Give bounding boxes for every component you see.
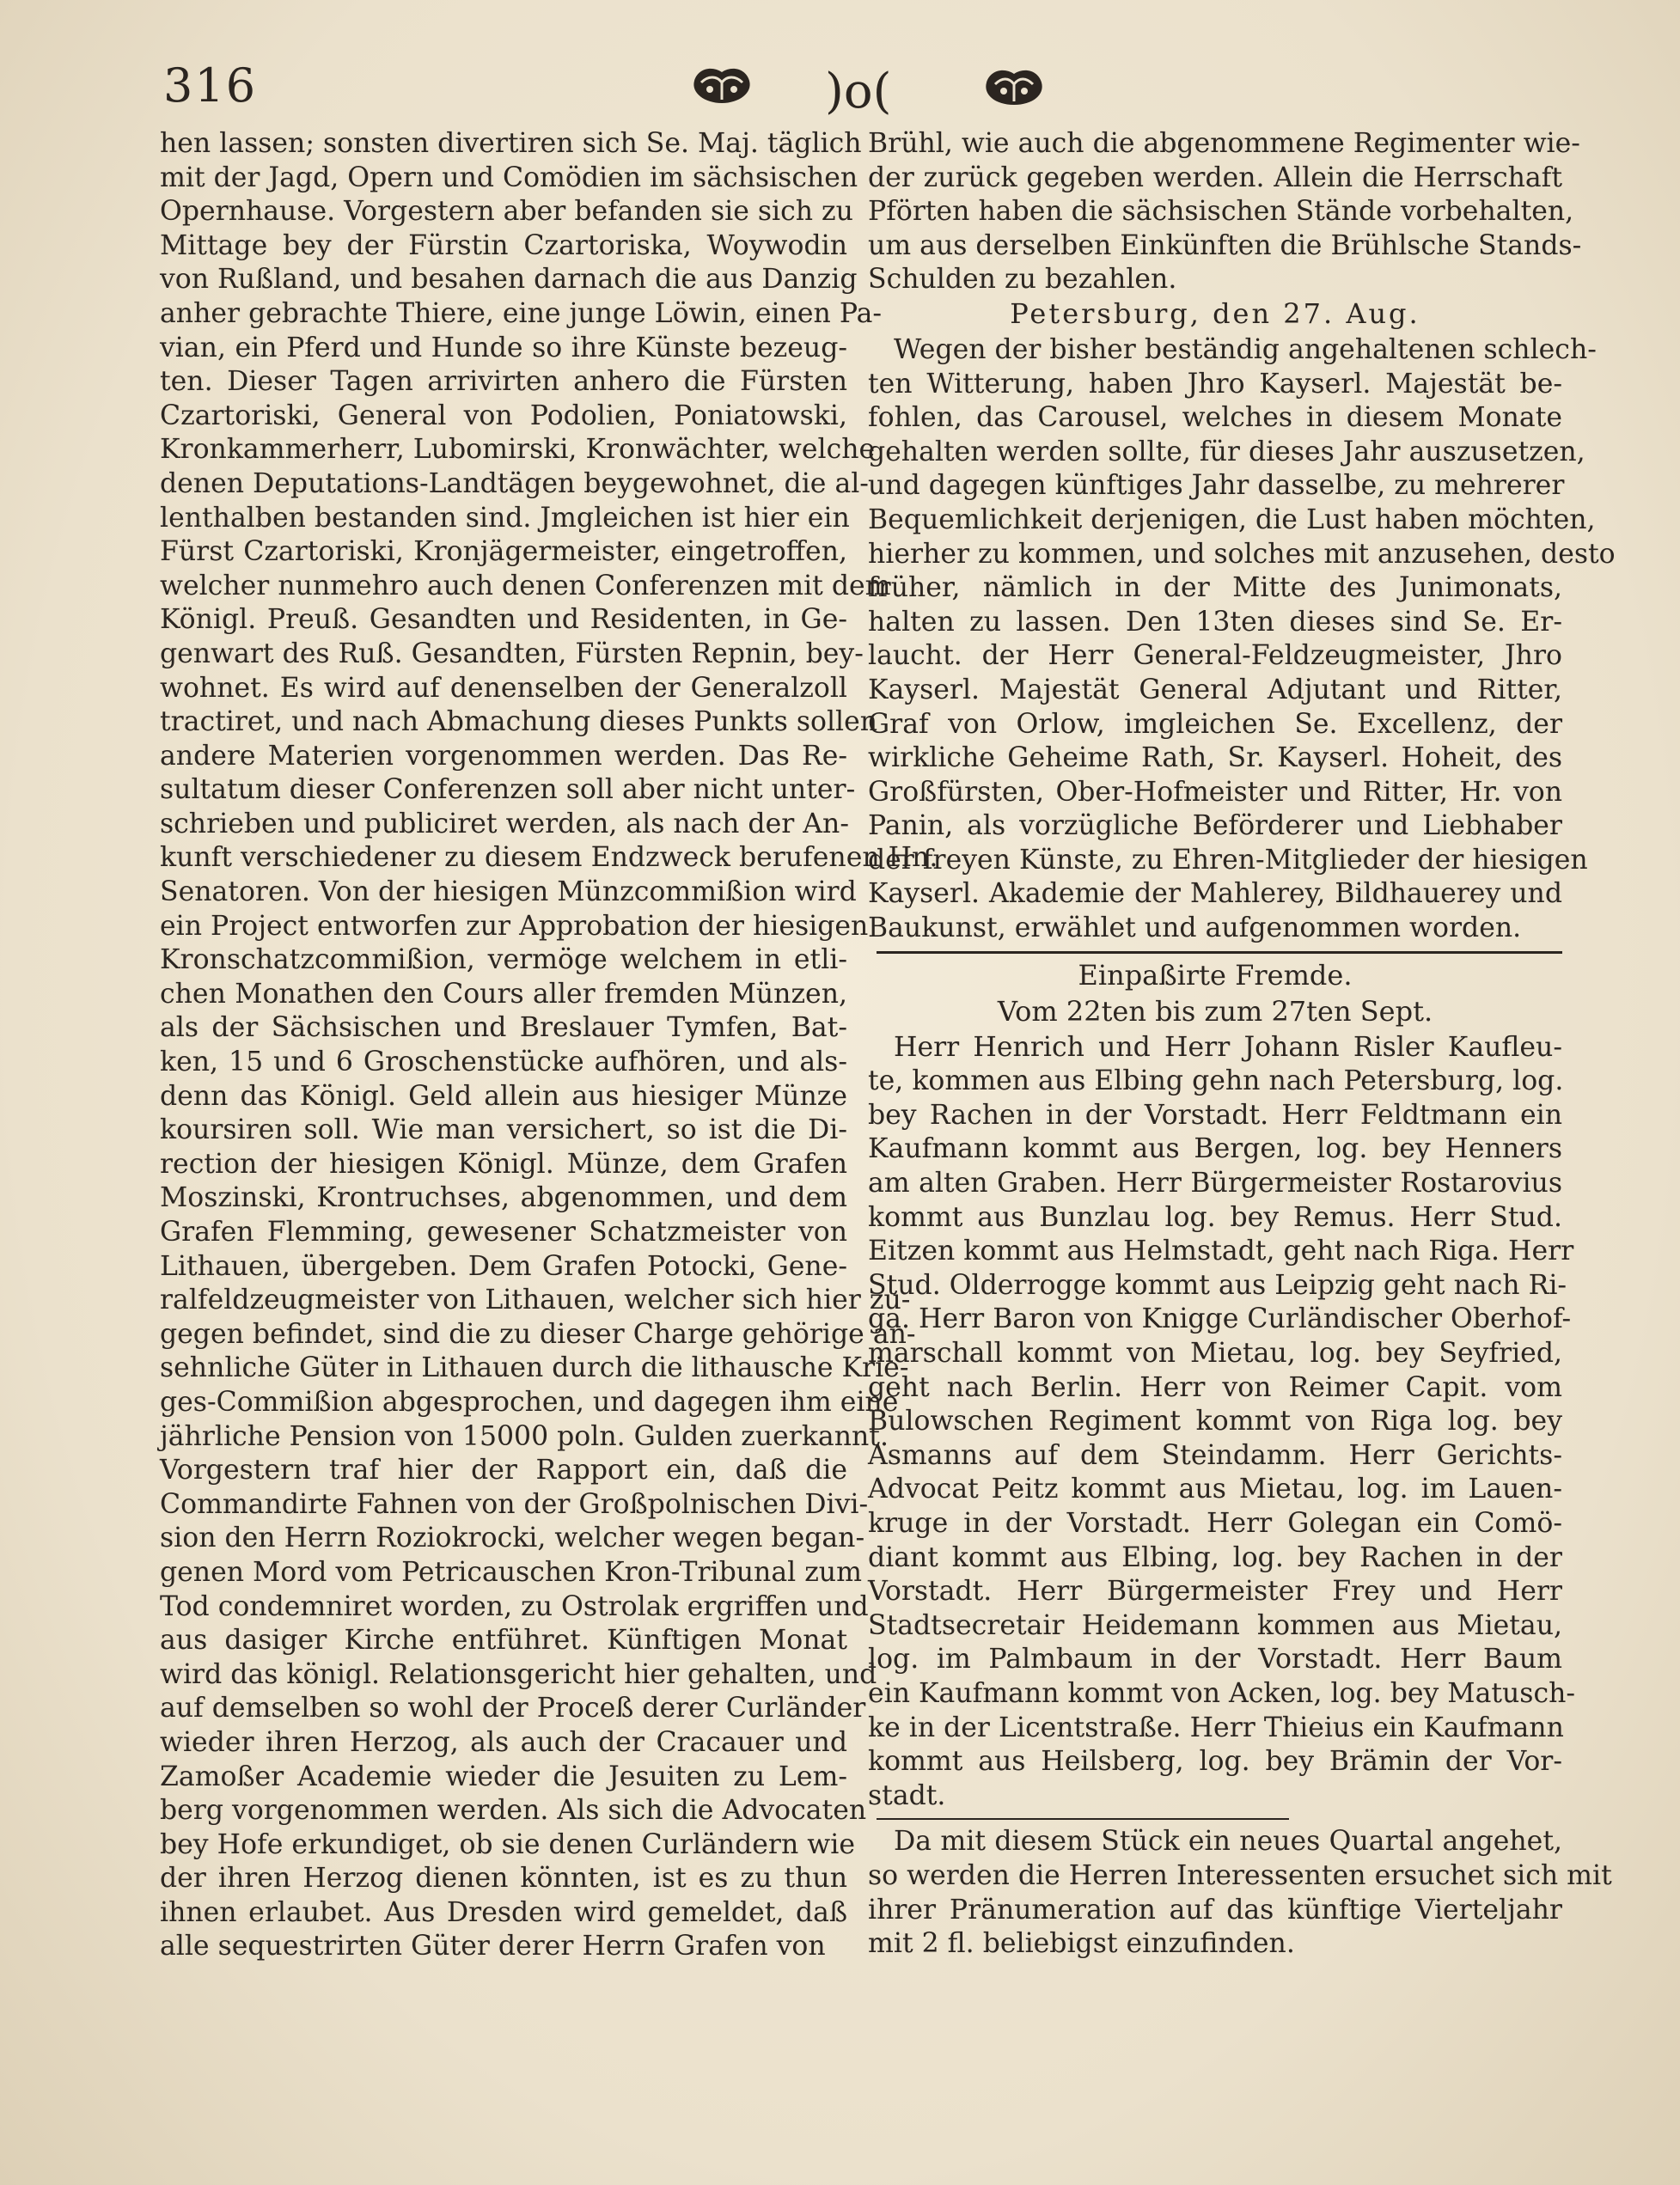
text-line: wird das königl. Relationsgericht hier gehalten, und	[160, 1658, 877, 1690]
petersburg-dateline: Petersburg, den 27. Aug.	[1010, 296, 1420, 330]
text-line: Kayserl. Majestät General Adjutant und Ritter,	[868, 674, 1562, 705]
text-line: marschall kommt von Mietau, log. bey Seyfried,	[868, 1338, 1562, 1369]
text-line: ke in der Licentstraße. Herr Thieius ein Kaufmann	[868, 1712, 1564, 1743]
text-line: von Rußland, und besahen darnach die aus Danzig	[160, 264, 858, 296]
text-line: rection der hiesigen Königl. Münze, dem Grafen	[160, 1148, 847, 1180]
text-line: kommt aus Heilsberg, log. bey Brämin der Vor-	[868, 1746, 1562, 1778]
text-line: Brühl, wie auch die abgenommene Regimenter wie-	[868, 128, 1580, 159]
text-line: als der Sächsischen und Breslauer Tymfen, Bat-	[160, 1012, 847, 1044]
right-flower-ornament-icon	[980, 60, 1048, 108]
text-line: Advocat Peitz kommt aus Mietau, log. im Lauen-	[868, 1474, 1562, 1505]
text-line: wieder ihren Herzog, als auch der Cracauer und	[160, 1726, 847, 1758]
text-line: Kronschatzcommißion, vermöge welchem in etli-	[160, 944, 847, 976]
text-line: mit 2 fl. beliebigst einzufinden.	[868, 1928, 1295, 1960]
text-line: Da mit diesem Stück ein neues Quartal angehet,	[894, 1826, 1562, 1858]
text-line: ga. Herr Baron von Knigge Curländischer Oberhof-	[868, 1303, 1572, 1335]
text-line: gehalten werden sollte, für dieses Jahr auszusetzen,	[868, 436, 1585, 467]
text-line: Vorgestern traf hier der Rapport ein, daß die	[160, 1455, 847, 1486]
text-line: Kronkammerherr, Lubomirski, Kronwächter, welche	[160, 434, 876, 466]
section-divider	[877, 951, 1562, 954]
text-line: früher, nämlich in der Mitte des Junimonats,	[868, 572, 1562, 604]
notice-divider	[877, 1818, 1289, 1820]
text-line: Panin, als vorzügliche Beförderer und Liebhaber	[868, 810, 1562, 842]
subscription-notice	[868, 1825, 1612, 1961]
text-line: schrieben und publiciret werden, als nach der An-	[160, 808, 849, 839]
text-line: Zamoßer Academie wieder die Jesuiten zu Lem-	[160, 1761, 847, 1792]
text-line: hen lassen; sonsten divertiren sich Se. Maj. täglich	[160, 128, 862, 159]
text-line: diant kommt aus Elbing, log. bey Rachen in der	[868, 1541, 1562, 1573]
text-line: Opernhause. Vorgestern aber befanden sie sich zu	[160, 196, 853, 228]
text-line: Eitzen kommt aus Helmstadt, geht nach Riga. Herr	[868, 1236, 1574, 1267]
bruehl-continuation	[868, 127, 1582, 297]
text-line: geht nach Berlin. Herr von Reimer Capit. vom	[868, 1371, 1562, 1403]
petersburg-report	[868, 333, 1616, 946]
text-line: Asmanns auf dem Steindamm. Herr Gerichts-	[868, 1439, 1562, 1471]
text-line: andere Materien vorgenommen werden. Das Re-	[160, 740, 847, 772]
text-line: jährliche Pension von 15000 poln. Gulden zuerkannt.	[160, 1420, 889, 1452]
text-line: auf demselben so wohl der Proceß derer Curländer	[160, 1693, 866, 1724]
text-line: der zurück gegeben werden. Allein die Herrschaft	[868, 162, 1562, 193]
text-line: denen Deputations-Landtägen beygewohnet, die al-	[160, 467, 869, 499]
text-line: Pförten haben die sächsischen Stände vorbehalten,	[868, 196, 1574, 228]
text-line: Tod condemniret worden, zu Ostrolak ergriffen und	[160, 1590, 869, 1622]
fremde-dates: Vom 22ten bis zum 27ten Sept.	[997, 994, 1433, 1028]
text-line: Baukunst, erwählet und aufgenommen worden.	[868, 912, 1522, 944]
text-line: Großfürsten, Ober-Hofmeister und Ritter, Hr. von	[868, 776, 1562, 808]
text-line: aus dasiger Kirche entführet. Künftigen Monat	[160, 1625, 847, 1657]
text-line: ten Witterung, haben Jhro Kayserl. Majestät be-	[868, 368, 1562, 400]
text-line: der ihren Herzog dienen könnten, ist es zu thun	[160, 1863, 847, 1895]
text-line: ralfeldzeugmeister von Lithauen, welcher sich hier zu-	[160, 1285, 911, 1316]
text-line: welcher nunmehro auch denen Conferenzen mit dem	[160, 570, 891, 601]
text-line: Stud. Olderrogge kommt aus Leipzig geht nach Ri-	[868, 1269, 1567, 1301]
text-line: sehnliche Güter in Lithauen durch die lithausche Krie-	[160, 1352, 909, 1384]
text-line: gegen befindet, sind die zu dieser Charge gehörige an-	[160, 1318, 916, 1350]
text-line: ihnen erlaubet. Aus Dresden wird gemeldet, daß	[160, 1896, 847, 1928]
text-line: fohlen, das Carousel, welches in diesem Monate	[868, 402, 1562, 434]
text-line: Stadtsecretair Heidemann kommen aus Mietau,	[868, 1609, 1562, 1641]
text-line: koursiren soll. Wie man versichert, so ist die Di-	[160, 1114, 847, 1146]
text-line: Lithauen, übergeben. Dem Grafen Potocki, Gene-	[160, 1250, 847, 1282]
text-line: am alten Graben. Herr Bürgermeister Rostarovius	[868, 1168, 1562, 1199]
text-line: laucht. der Herr General-Feldzeugmeister, Jhro	[868, 640, 1562, 672]
text-line: kommt aus Bunzlau log. bey Remus. Herr Stud.	[868, 1201, 1562, 1233]
text-line: denn das Königl. Geld allein aus hiesiger Münze	[160, 1080, 847, 1112]
text-line: ihrer Pränumeration auf das künftige Vierteljahr	[868, 1894, 1562, 1926]
text-line: Bulowschen Regiment kommt von Riga log. bey	[868, 1406, 1562, 1437]
text-line: Grafen Flemming, gewesener Schatzmeister von	[160, 1217, 847, 1248]
right-column	[868, 127, 1616, 1962]
text-line: vian, ein Pferd und Hunde so ihre Künste bezeug-	[160, 332, 847, 363]
text-line: mit der Jagd, Opern und Comödien im sächsischen	[160, 162, 858, 193]
text-line: wirkliche Geheime Rath, Sr. Kayserl. Hoheit, des	[868, 742, 1562, 774]
left-flower-ornament-icon	[687, 60, 756, 108]
text-line: ken, 15 und 6 Groschenstücke aufhören, und als-	[160, 1047, 847, 1078]
text-line: so werden die Herren Interessenten ersuchet sich mit	[868, 1859, 1612, 1891]
text-line: genwart des Ruß. Gesandten, Fürsten Repnin, bey-	[160, 638, 864, 669]
text-line: sion den Herrn Roziokrocki, welcher wegen began-	[160, 1523, 865, 1554]
text-line: Kayserl. Akademie der Mahlerey, Bildhauerey und	[868, 878, 1562, 910]
text-line: sultatum dieser Conferenzen soll aber nicht unter-	[160, 774, 856, 806]
text-line: Senatoren. Von der hiesigen Münzcommißion wird	[160, 876, 857, 908]
text-line: Commandirte Fahnen von der Großpolnischen Divi-	[160, 1488, 869, 1520]
text-line: bey Hofe erkundiget, ob sie denen Curländern wie	[160, 1828, 855, 1860]
text-line: Fürst Czartoriski, Kronjägermeister, eingetroffen,	[160, 536, 847, 568]
text-line: te, kommen aus Elbing gehn nach Petersburg, log.	[868, 1065, 1564, 1097]
text-line: Kaufmann kommt aus Bergen, log. bey Henners	[868, 1133, 1562, 1165]
text-line: Bequemlichkeit derjenigen, die Lust haben möchten,	[868, 504, 1596, 535]
text-line: Vorstadt. Herr Bürgermeister Frey und Herr	[868, 1576, 1562, 1608]
text-line: tractiret, und nach Abmachung dieses Punkts sollen	[160, 706, 878, 738]
text-line: Czartoriski, General von Podolien, Poniatowski,	[160, 400, 847, 431]
text-line: bey Rachen in der Vorstadt. Herr Feldtmann ein	[868, 1099, 1562, 1131]
text-line: Moszinski, Krontruchses, abgenommen, und dem	[160, 1182, 847, 1214]
text-line: Mittage bey der Fürstin Czartoriska, Woywodin	[160, 229, 847, 261]
text-line: kruge in der Vorstadt. Herr Golegan ein Comö-	[868, 1507, 1562, 1539]
text-line: ges-Commißion abgesprochen, und dagegen ihm eine	[160, 1386, 899, 1418]
text-line: lenthalben bestanden sind. Jmgleichen ist hier ein	[160, 502, 850, 534]
text-line: anher gebrachte Thiere, eine junge Löwin, einen Pa-	[160, 297, 883, 329]
text-line: genen Mord vom Petricauschen Kron-Tribunal zum	[160, 1556, 862, 1588]
text-line: Königl. Preuß. Gesandten und Residenten, in Ge-	[160, 604, 847, 636]
text-line: und dagegen künftiges Jahr dasselbe, zu mehrerer	[868, 470, 1565, 502]
text-line: kunft verschiedener zu diesem Endzweck berufenen Hn.	[160, 842, 938, 874]
text-line: ein Kaufmann kommt von Acken, log. bey Matusch-	[868, 1677, 1576, 1709]
text-line: Herr Henrich und Herr Johann Risler Kaufleu-	[894, 1031, 1562, 1063]
text-line: halten zu lassen. Den 13ten dieses sind Se. Er-	[868, 606, 1562, 638]
text-line: Graf von Orlow, imgleichen Se. Excellenz, der	[868, 708, 1562, 740]
text-line: Schulden zu bezahlen.	[868, 264, 1177, 296]
text-line: Wegen der bisher beständig angehaltenen schlech-	[894, 333, 1597, 365]
fremde-heading: Einpaßirte Fremde.	[1078, 958, 1353, 992]
text-line: wohnet. Es wird auf denenselben der Generalzoll	[160, 672, 847, 704]
text-line: berg vorgenommen werden. Als sich die Advocaten	[160, 1795, 867, 1827]
page-number: 316	[163, 58, 258, 113]
text-line: chen Monathen den Cours aller fremden Münzen,	[160, 978, 847, 1010]
text-line: alle sequestrirten Güter derer Herrn Grafen von	[160, 1931, 826, 1962]
header-center-ornament: )o(	[825, 64, 892, 119]
text-line: hierher zu kommen, und solches mit anzusehen, desto	[868, 538, 1616, 570]
text-line: stadt.	[868, 1779, 946, 1811]
text-line: um aus derselben Einkünften die Brühlsche Stands-	[868, 229, 1582, 261]
text-line: der freyen Künste, zu Ehren-Mitglieder der hiesigen	[868, 844, 1588, 876]
text-line: log. im Palmbaum in der Vorstadt. Herr Baum	[868, 1644, 1562, 1675]
text-line: ten. Dieser Tagen arrivirten anhero die Fürsten	[160, 366, 847, 398]
fremde-list	[868, 1031, 1576, 1814]
text-line: ein Project entworfen zur Approbation der hiesigen	[160, 910, 869, 942]
